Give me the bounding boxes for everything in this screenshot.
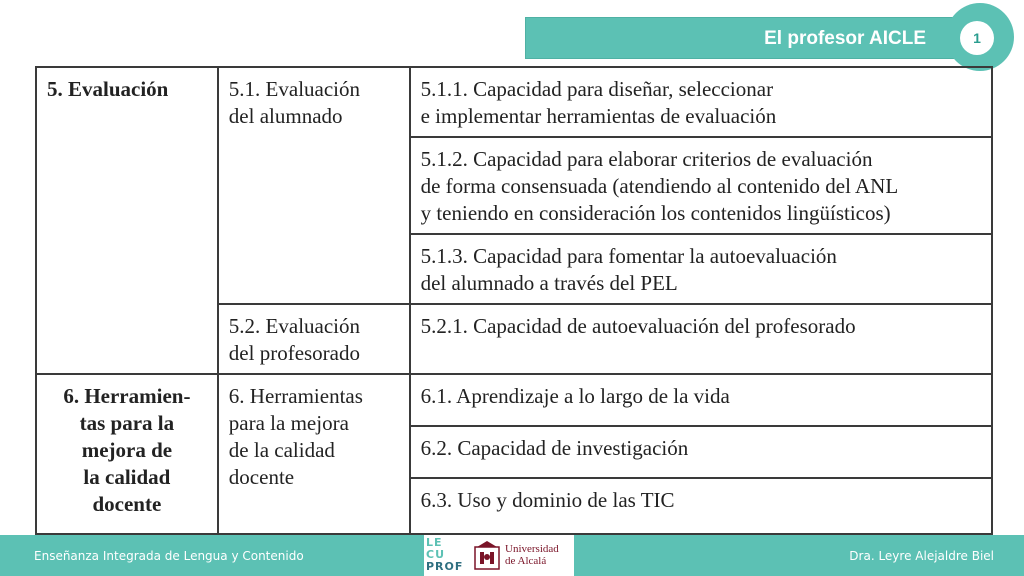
competence-cell (410, 478, 992, 534)
lecuprof-logo-line: PROF (426, 560, 464, 573)
competence-label: 5.2.1. Capacidad de autoevaluación del profesorado (420, 314, 856, 338)
area-cell (36, 67, 218, 374)
competence-cell (410, 304, 992, 374)
competence-table (35, 66, 993, 535)
competence-label: 5.1.1. Capacidad para diseñar, seleccionar e implementar herramientas de evaluación (420, 77, 777, 128)
subarea-label: 5.2. Evaluación del profesorado (228, 314, 361, 365)
subarea-label: 6. Herramientas para la mejora de la calidad docente (228, 384, 363, 489)
competence-label: 6.2. Capacidad de investigación (420, 436, 689, 460)
competence-label: 5.1.3. Capacidad para fomentar la autoevaluación del alumnado a través del PEL (420, 244, 837, 295)
university-name: Universidad de Alcalá (505, 543, 559, 567)
lecuprof-logo-line: LE (426, 536, 443, 549)
area-label: 6. Herramien- tas para la mejora de la calidad docente (63, 384, 191, 516)
subarea-label: 5.1. Evaluación del alumnado (228, 77, 361, 128)
subarea-cell (218, 374, 410, 534)
header-bar (525, 17, 975, 59)
competence-label: 5.1.2. Capacidad para elaborar criterios de evaluación de forma consensuada (atendiendo al contenido del ANL y teniendo en consideración los contenidos lingüísticos) (420, 147, 899, 225)
table-row (36, 374, 992, 426)
competence-label: 6.1. Aprendizaje a lo largo de la vida (420, 384, 730, 408)
subarea-cell (218, 67, 410, 304)
competence-cell (410, 137, 992, 234)
table-row (36, 67, 992, 137)
competence-cell (410, 374, 992, 426)
footer-course-title: Enseñanza Integrada de Lengua y Contenido (34, 549, 304, 563)
footer-author: Dra. Leyre Alejaldre Biel (849, 549, 994, 563)
subarea-cell (218, 304, 410, 374)
competence-label: 6.3. Uso y dominio de las TIC (420, 488, 675, 512)
competence-cell (410, 234, 992, 304)
area-cell (36, 374, 218, 534)
lecuprof-logo (426, 537, 462, 576)
page-number: 1 (960, 21, 994, 55)
slide-title: El profesor AICLE (764, 28, 926, 49)
competence-cell (410, 426, 992, 478)
university-seal-icon (472, 539, 502, 573)
lecuprof-logo-line: CU (426, 548, 446, 561)
competence-cell (410, 67, 992, 137)
area-label: 5. Evaluación (47, 77, 169, 101)
